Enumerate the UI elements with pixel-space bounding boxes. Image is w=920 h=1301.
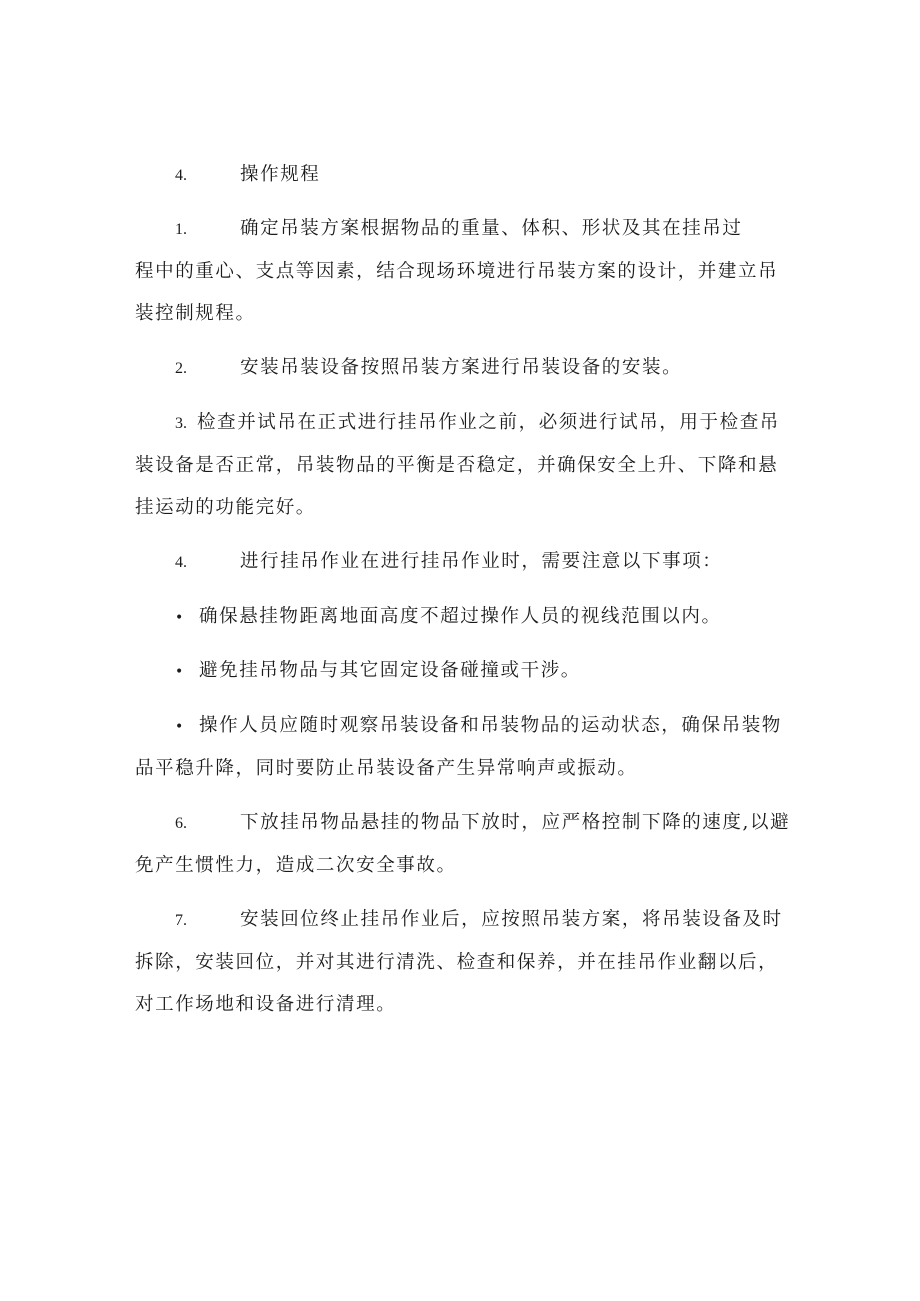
step-7-line-2: 拆除，安装回位，并对其进行清洗、检查和保养，并在挂吊作业翻以后，: [135, 951, 779, 973]
bullet-3-line-1: 操作人员应随时观察吊装设备和吊装物品的运动状态，确保吊装物: [199, 715, 782, 736]
bullet-item-3: [135, 705, 795, 790]
step-7: [135, 899, 795, 1027]
bullet-item-2: [135, 650, 795, 693]
step-3-line-3: 挂运动的功能完好。: [135, 497, 316, 518]
step-1-line-1: 确定吊装方案根据物品的重量、体积、形状及其在挂吊过: [240, 218, 743, 239]
step-1: [135, 208, 795, 336]
bullet-3-symbol: •: [175, 719, 184, 735]
bullet-item-1: [135, 596, 795, 639]
step-3-number: 3.: [175, 415, 187, 432]
step-4-number: 4.: [175, 554, 187, 571]
step-7-number: 7.: [175, 912, 187, 929]
step-4-line-1: 进行挂吊作业在进行挂吊作业时，需要注意以下事项：: [240, 551, 723, 572]
step-6-number: 6.: [175, 815, 187, 832]
step-6-line-1: 下放挂吊物品悬挂的物品下放时，应严格控制下降的速度,以避: [240, 812, 791, 833]
bullet-2-symbol: •: [175, 664, 184, 680]
step-1-line-2: 程中的重心、支点等因素，结合现场环境进行吊装方案的设计，并建立吊: [135, 260, 779, 282]
step-7-line-1: 安装回位终止挂吊作业后，应按照吊装方案，将吊装设备及时: [240, 909, 783, 930]
step-3: [135, 402, 795, 530]
bullet-2-line-1: 避免挂吊物品与其它固定设备碰撞或干涉。: [199, 660, 581, 681]
step-3-line-2: 装设备是否正常，吊装物品的平衡是否稳定，并确保安全上升、下降和悬: [135, 454, 779, 476]
step-3-line-1: 检查并试吊在正式进行挂吊作业之前，必须进行试吊，用于检查吊: [197, 412, 780, 433]
step-1-line-3: 装控制规程。: [135, 303, 256, 324]
heading-title: 操作规程: [240, 164, 321, 185]
section-heading: [135, 154, 795, 197]
bullet-1-line-1: 确保悬挂物距离地面高度不超过操作人员的视线范围以内。: [199, 606, 722, 627]
step-2-number: 2.: [175, 360, 187, 377]
step-6-line-2: 免产生惯性力，造成二次安全事故。: [135, 854, 457, 876]
step-2-line-1: 安装吊装设备按照吊装方案进行吊装设备的安装。: [240, 357, 683, 378]
step-7-line-3: 对工作场地和设备进行清理。: [135, 994, 397, 1015]
step-4: [135, 541, 795, 584]
step-1-number: 1.: [175, 221, 187, 238]
heading-number: 4.: [175, 167, 187, 184]
step-2: [135, 347, 795, 390]
bullet-1-symbol: •: [175, 610, 184, 626]
bullet-3-line-2: 品平稳升降，同时要防止吊装设备产生异常响声或振动。: [135, 757, 638, 779]
step-6: [135, 802, 795, 887]
